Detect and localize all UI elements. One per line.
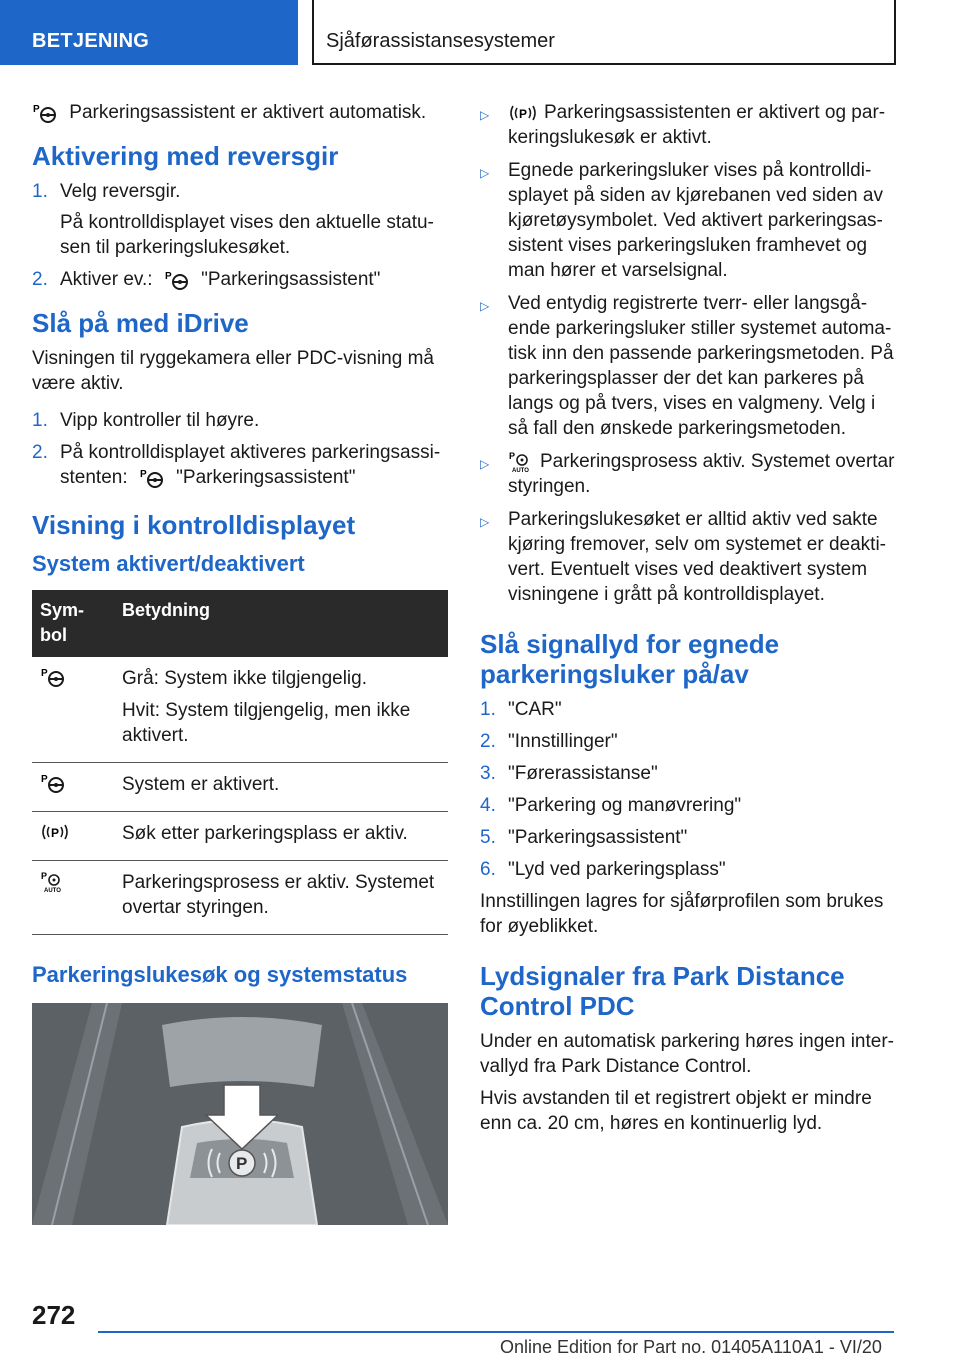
- list-item: 1. Vipp kontroller til høyre.: [32, 410, 260, 431]
- heading-pdc: Lydsignaler fra Park Distance Control PDC: [480, 961, 845, 1021]
- heading-system-status: System aktivert/deaktivert: [32, 551, 305, 576]
- bullet-arrow-icon: ▷: [480, 457, 490, 471]
- heading-reverse-gear: Aktivering med reversgir: [32, 141, 339, 171]
- parking-assistant-icon: [164, 269, 190, 291]
- svg-text:P: P: [41, 774, 48, 785]
- parking-search-icon: [40, 821, 70, 843]
- svg-text:P: P: [164, 270, 172, 282]
- list-item: ▷ P AUTO Parkeringsprosess aktiv. Systemet overtar styringen.: [480, 450, 895, 497]
- table-row: [32, 812, 448, 861]
- list-item: 1. Velg reversgir. På kontrolldisplayet vises den aktuelle statu-sen til parkeringslukesøket.: [32, 181, 434, 258]
- pdc-paragraph-1: Under en automatisk parkering høres ingen inter-vallyd fra Park Distance Control.: [480, 1031, 894, 1077]
- idrive-intro: Visningen til ryggekamera eller PDC-visning må være aktiv.: [32, 348, 434, 394]
- chapter-title: Sjåførassistansesystemer: [312, 0, 896, 65]
- left-column: [32, 100, 448, 1225]
- table-row: [32, 657, 448, 763]
- page-number: 272: [32, 1300, 76, 1330]
- heading-control-display: Visning i kontrolldisplayet: [32, 510, 356, 540]
- parking-auto-icon: [508, 450, 534, 474]
- parking-auto-icon: [40, 870, 66, 894]
- parking-scene-image: [32, 1003, 448, 1225]
- right-column: [480, 100, 898, 1143]
- svg-text:P: P: [139, 468, 147, 480]
- heading-signal-sound: Slå signallyd for egnede parkeringsluker på/av: [480, 629, 780, 689]
- parking-assistant-icon: [40, 666, 66, 688]
- list-item: ▷ Ved entydig registrerte tverr- eller langsgå-ende parkeringsluker stiller systemet automa-tisk inn den passende parkeringsmetoden. På parkeringsplasser der det kan parkeres på langs og på tvers, vises en valgmeny. Velg i så fall den ønskede parkeringsmetoden.: [480, 293, 894, 439]
- parking-assistant-icon: [40, 772, 66, 794]
- bullet-arrow-icon: ▷: [480, 299, 490, 313]
- svg-text:AUTO: AUTO: [44, 888, 61, 894]
- bullet-arrow-icon: ▷: [480, 166, 490, 180]
- table-row: [32, 861, 448, 935]
- svg-text:P: P: [41, 871, 48, 881]
- parking-assistant-icon: [32, 102, 58, 124]
- bullet-arrow-icon: ▷: [480, 108, 490, 122]
- svg-text:P: P: [519, 106, 528, 121]
- list-item: 1. "CAR": [480, 699, 562, 720]
- table-cell-text: Hvit: System tilgjengelig, men ikke aktivert.: [122, 700, 411, 746]
- table-header-symbol: Sym-bol: [32, 590, 114, 657]
- list-item: 5. "Parkeringsassistent": [480, 827, 688, 848]
- parking-assistant-icon: [139, 467, 165, 489]
- list-item: 4. "Parkering og manøvrering": [480, 795, 742, 816]
- bullet-arrow-icon: ▷: [480, 515, 490, 529]
- list-item: 2. Aktiver ev.: P "Parkeringsassistent": [32, 269, 381, 290]
- table-cell-text: Parkeringsprosess er aktiv. Systemet overtar styringen.: [122, 872, 435, 918]
- symbol-table: [32, 590, 448, 935]
- section-tab: BETJENING: [0, 0, 298, 65]
- footer-divider: [98, 1331, 894, 1333]
- table-cell-text: Søk etter parkeringsplass er aktiv.: [122, 823, 408, 844]
- parking-search-icon: [508, 102, 538, 124]
- heading-search-status: Parkeringslukesøk og systemstatus: [32, 962, 408, 987]
- svg-text:P: P: [33, 103, 40, 115]
- list-item: ▷ P Parkeringsassistenten er aktivert og par-keringslukesøk er aktivt.: [480, 102, 886, 148]
- heading-idrive: Slå på med iDrive: [32, 308, 249, 338]
- signal-note: Innstillingen lagres for sjåførprofilen som brukes for øyeblikket.: [480, 891, 884, 937]
- table-header-meaning: Betydning: [114, 590, 448, 657]
- table-cell-text: Grå: System ikke tilgjengelig.: [122, 668, 367, 689]
- svg-text:P: P: [41, 668, 48, 679]
- svg-text:P: P: [509, 450, 516, 461]
- list-item: 6. "Lyd ved parkeringsplass": [480, 859, 726, 880]
- table-header-row: [32, 590, 448, 657]
- table-row: [32, 763, 448, 812]
- pdc-paragraph-2: Hvis avstanden til et registrert objekt er mindre enn ca. 20 cm, høres en kontinuerlig lyd.: [480, 1088, 872, 1134]
- list-item: 2. "Innstillinger": [480, 731, 618, 752]
- intro-line: P Parkeringsassistent er aktivert automatisk.: [33, 102, 427, 123]
- list-item: 2. På kontrolldisplayet aktiveres parkeringsassi-stenten: P "Parkeringsassistent": [32, 442, 441, 488]
- list-item: 3. "Førerassistanse": [480, 763, 658, 784]
- table-cell-text: System er aktivert.: [122, 774, 280, 795]
- svg-text:AUTO: AUTO: [512, 467, 529, 474]
- footer-edition: Online Edition for Part no. 01405A110A1 - VI/20: [500, 1337, 882, 1357]
- list-item: ▷ Egnede parkeringsluker vises på kontrolldi-splayet på siden av kjørebanen ved siden av kjøretøysymbolet. Ved aktivert parkeringsas-sistent vises parkeringsluken framhevet og man hører et varselsignal.: [480, 160, 883, 281]
- svg-text:P: P: [236, 1154, 248, 1173]
- parking-display-illustration: [32, 1003, 448, 1225]
- list-item: ▷ Parkeringslukesøket er alltid aktiv ved sakte kjøring fremover, selv om systemet er deakti-vert. Eventuelt vises ved deaktivert system visningene i grått på kontrolldisplayet.: [480, 509, 886, 605]
- svg-text:P: P: [51, 826, 60, 840]
